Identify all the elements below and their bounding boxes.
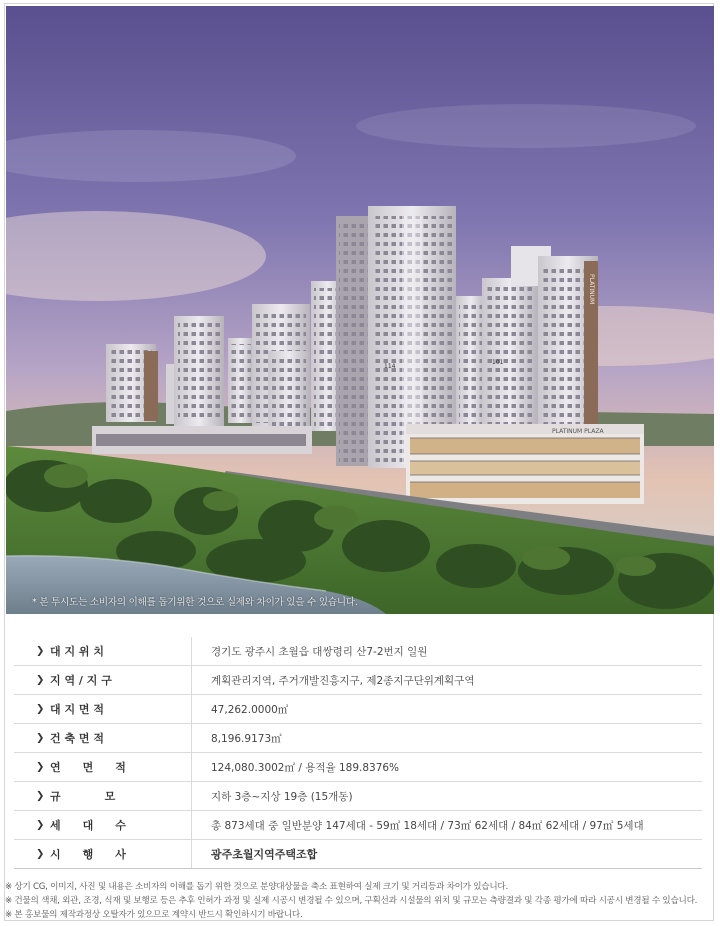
building-number-114: 114 <box>384 363 396 370</box>
chevron-right-icon: ❯ <box>36 645 45 657</box>
plaza-sign: PLATINUM PLAZA <box>552 428 604 435</box>
info-label: 지 역 / 지 구 <box>50 674 112 687</box>
info-value: 47,262.0000㎡ <box>192 695 703 724</box>
footnote: ※ 건물의 색채, 외관, 조경, 식재 및 보행로 등은 추후 인허가 과정 및 실제 시공시 변경될 수 있으며, 구획선과 시설물의 위치 및 규모는 측량결과 및 각종 평가에 따라 시공시 변경될 수 있습니다. <box>5 896 698 906</box>
info-row-building-area <box>14 724 702 753</box>
info-value: 총 873세대 중 일반분양 147세대 - 59㎡ 18세대 / 73㎡ 62세대 / 84㎡ 62세대 / 97㎡ 5세대 <box>192 811 703 840</box>
project-info-table <box>14 637 702 869</box>
info-label: 연 면 적 <box>50 761 126 774</box>
building-number-101: 101 <box>492 359 504 366</box>
footnote: ※ 상기 CG, 이미지, 사진 및 내용은 소비자의 이해를 돕기 위한 것으로 분양대상물을 축소 표현하여 실제 크기 및 거리등과 차이가 있습니다. <box>5 882 508 892</box>
info-label: 대 지 면 적 <box>50 703 104 716</box>
info-value: 124,080.3002㎡ / 용적율 189.8376% <box>192 753 703 782</box>
info-label: 건 축 면 적 <box>50 732 104 745</box>
info-value: 경기도 광주시 초월읍 대쌍령리 산7-2번지 일원 <box>192 637 703 666</box>
complex-perspective-image <box>6 6 714 614</box>
info-label: 시 행 사 <box>50 848 126 861</box>
info-value: 광주초월지역주택조합 <box>192 840 703 869</box>
info-label: 규 모 <box>50 790 116 803</box>
info-row-households <box>14 811 702 840</box>
info-row-site-location <box>14 637 702 666</box>
chevron-right-icon: ❯ <box>36 732 45 744</box>
chevron-right-icon: ❯ <box>36 819 45 831</box>
info-label: 대 지 위 치 <box>50 645 104 658</box>
footnotes <box>5 880 710 922</box>
info-value: 8,196.9173㎡ <box>192 724 703 753</box>
footnote: ※ 본 홍보물의 제작과정상 오탈자가 있으므로 계약시 반드시 확인하시기 바랍니다. <box>5 910 303 920</box>
info-label: 세 대 수 <box>50 819 126 832</box>
chevron-right-icon: ❯ <box>36 674 45 686</box>
platinum-tower-label: PLATINUM <box>588 274 595 305</box>
info-row-site-area <box>14 695 702 724</box>
chevron-right-icon: ❯ <box>36 703 45 715</box>
image-disclaimer-caption: * 본 투시도는 소비자의 이해를 돕기위한 것으로 실제와 차이가 있을 수 있습니다. <box>32 597 358 608</box>
info-row-zoning <box>14 666 702 695</box>
chevron-right-icon: ❯ <box>36 848 45 860</box>
chevron-right-icon: ❯ <box>36 761 45 773</box>
info-row-scale <box>14 782 702 811</box>
info-value: 계획관리지역, 주거개발진흥지구, 제2종지구단위계획구역 <box>192 666 703 695</box>
info-value: 지하 3층~지상 19층 (15개동) <box>192 782 703 811</box>
chevron-right-icon: ❯ <box>36 790 45 802</box>
info-row-developer <box>14 840 702 869</box>
info-row-total-floor-area <box>14 753 702 782</box>
